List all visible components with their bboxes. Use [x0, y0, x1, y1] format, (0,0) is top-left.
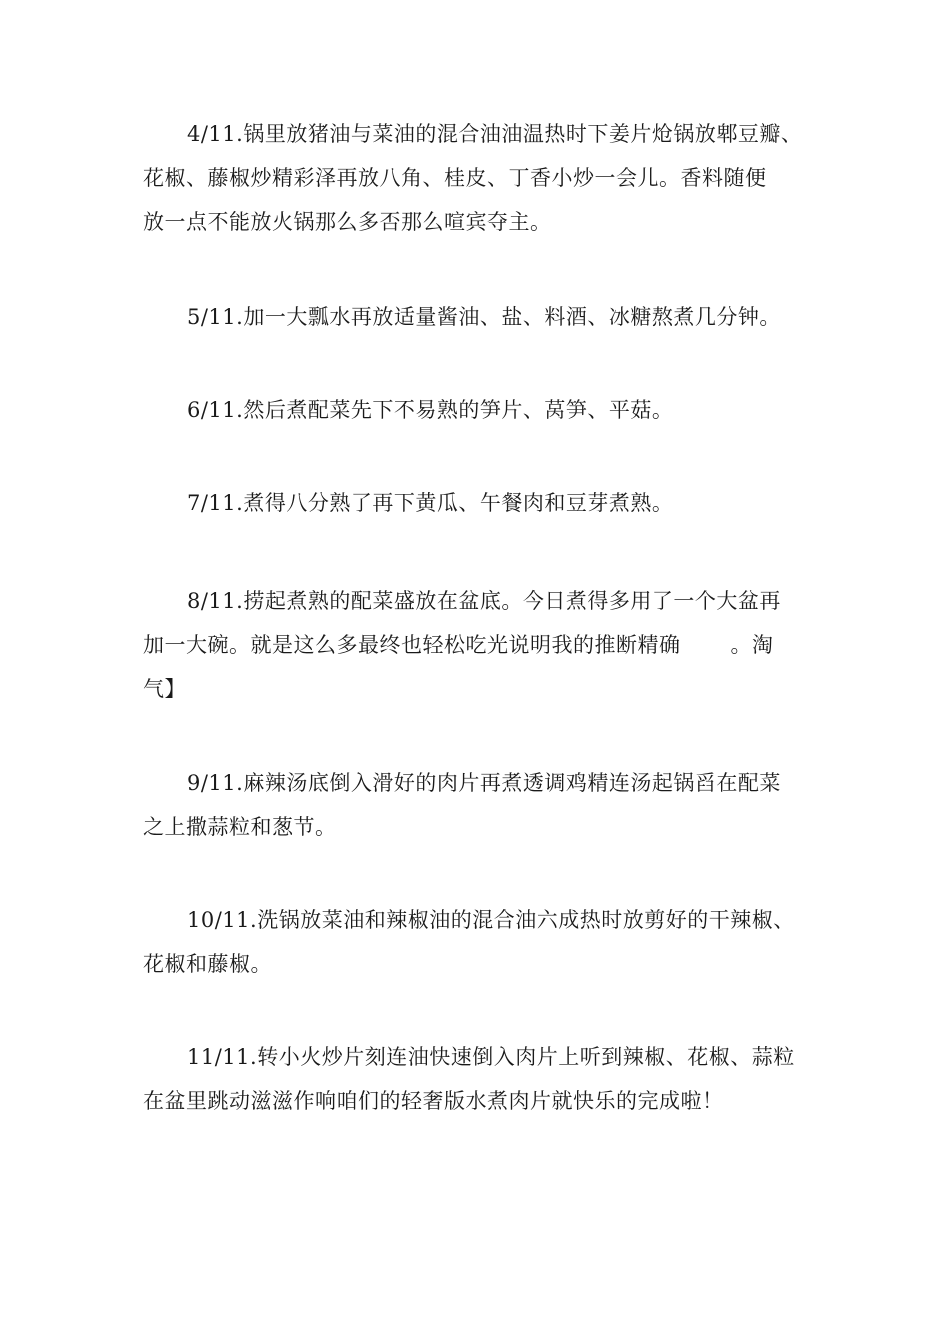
- text-line: 在盆里跳动滋滋作响咱们的轻奢版水煮肉片就快乐的完成啦！: [143, 1089, 724, 1113]
- text-line: 放一点不能放火锅那么多否那么喧宾夺主。: [143, 210, 552, 234]
- text-line: 8/11.捞起煮熟的配菜盛放在盆底。今日煮得多用了一个大盆再: [187, 589, 781, 613]
- paragraph-step-4: [143, 112, 823, 244]
- text-line: 5/11.加一大瓢水再放适量酱油、盐、料酒、冰糖熬煮几分钟。: [187, 305, 781, 329]
- text-line: 6/11.然后煮配菜先下不易熟的笋片、莴笋、平菇。: [187, 398, 674, 422]
- text-line: 花椒、藤椒炒精彩泽再放八角、桂皮、丁香小炒一会儿。香料随便: [143, 166, 767, 190]
- text-line: 10/11.洗锅放菜油和辣椒油的混合油六成热时放剪好的干辣椒、: [187, 908, 795, 932]
- text-line: 之上撒蒜粒和葱节。: [143, 815, 337, 839]
- text-segment: 。淘: [730, 633, 774, 657]
- text-line: 11/11.转小火炒片刻连油快速倒入肉片上听到辣椒、花椒、蒜粒: [187, 1045, 795, 1069]
- paragraph-step-5: [143, 295, 823, 339]
- text-line: [143, 623, 823, 667]
- paragraph-step-9: [143, 761, 823, 849]
- text-line: 7/11.煮得八分熟了再下黄瓜、午餐肉和豆芽煮熟。: [187, 491, 674, 515]
- text-line: 气】: [143, 677, 186, 701]
- paragraph-step-10: [143, 898, 823, 986]
- paragraph-step-6: [143, 388, 823, 432]
- paragraph-step-7: [143, 481, 823, 525]
- paragraph-step-8: [143, 579, 823, 711]
- text-line: 9/11.麻辣汤底倒入滑好的肉片再煮透调鸡精连汤起锅舀在配菜: [187, 771, 781, 795]
- text-segment: 加一大碗。就是这么多最终也轻松吃光说明我的推断精确: [143, 633, 681, 657]
- text-line: 花椒和藤椒。: [143, 952, 272, 976]
- paragraph-step-11: [143, 1035, 823, 1123]
- text-line: 4/11.锅里放猪油与菜油的混合油油温热时下姜片炝锅放郫豆瓣、: [187, 122, 803, 146]
